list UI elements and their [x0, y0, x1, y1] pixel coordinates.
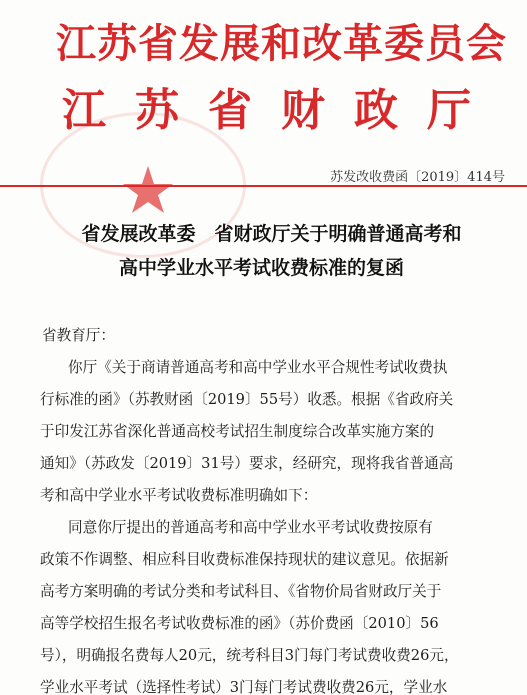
body-line: 学业水平考试（选择性考试）3门每门考试费收费26元，学业水	[40, 679, 448, 695]
salutation: 省教育厅：	[42, 327, 115, 344]
body-line: 高等学校招生报名考试收费标准的函》（苏价费函〔2010〕56	[40, 615, 439, 632]
body-line: 政策不作调整、相应科目收费标准保持现状的建议意见。依据新	[40, 551, 449, 568]
document-title-line-1: 省发展改革委 省财政厅关于明确普通高考和	[81, 223, 462, 245]
body-line: 号），明确报名费每人20元，统考科目3门每门考试费收费26元，	[40, 647, 459, 664]
body-line: 通知》（苏政发〔2019〕31号）要求，经研究，现将我省普通高	[40, 455, 454, 472]
body-line: 于印发江苏省深化普通高校考试招生制度综合改革实施方案的	[40, 423, 435, 440]
body-line: 高考方案明确的考试分类和考试科目、《省物价局省财政厅关于	[40, 583, 442, 600]
body-line: 考和高中学业水平考试收费标准明确如下：	[40, 487, 318, 504]
body-line: 行标准的函》（苏教财函〔2019〕55号）收悉。根据《省政府关	[40, 391, 454, 408]
body-line: 同意你厅提出的普通高考和高中学业水平考试收费按原有	[68, 519, 433, 536]
document-number: 苏发改收费函〔2019〕414号	[330, 170, 505, 185]
org-name-development-reform: 江苏省发展和改革委员会	[56, 20, 507, 67]
red-star-icon	[118, 160, 178, 220]
org-name-finance: 江苏省财政厅	[62, 85, 500, 136]
document-title-line-2: 高中学业水平考试收费标准的复函	[118, 257, 404, 279]
red-divider-line	[0, 185, 527, 187]
body-line: 你厅《关于商请普通高考和高中学业水平合规性考试收费执	[68, 359, 448, 376]
